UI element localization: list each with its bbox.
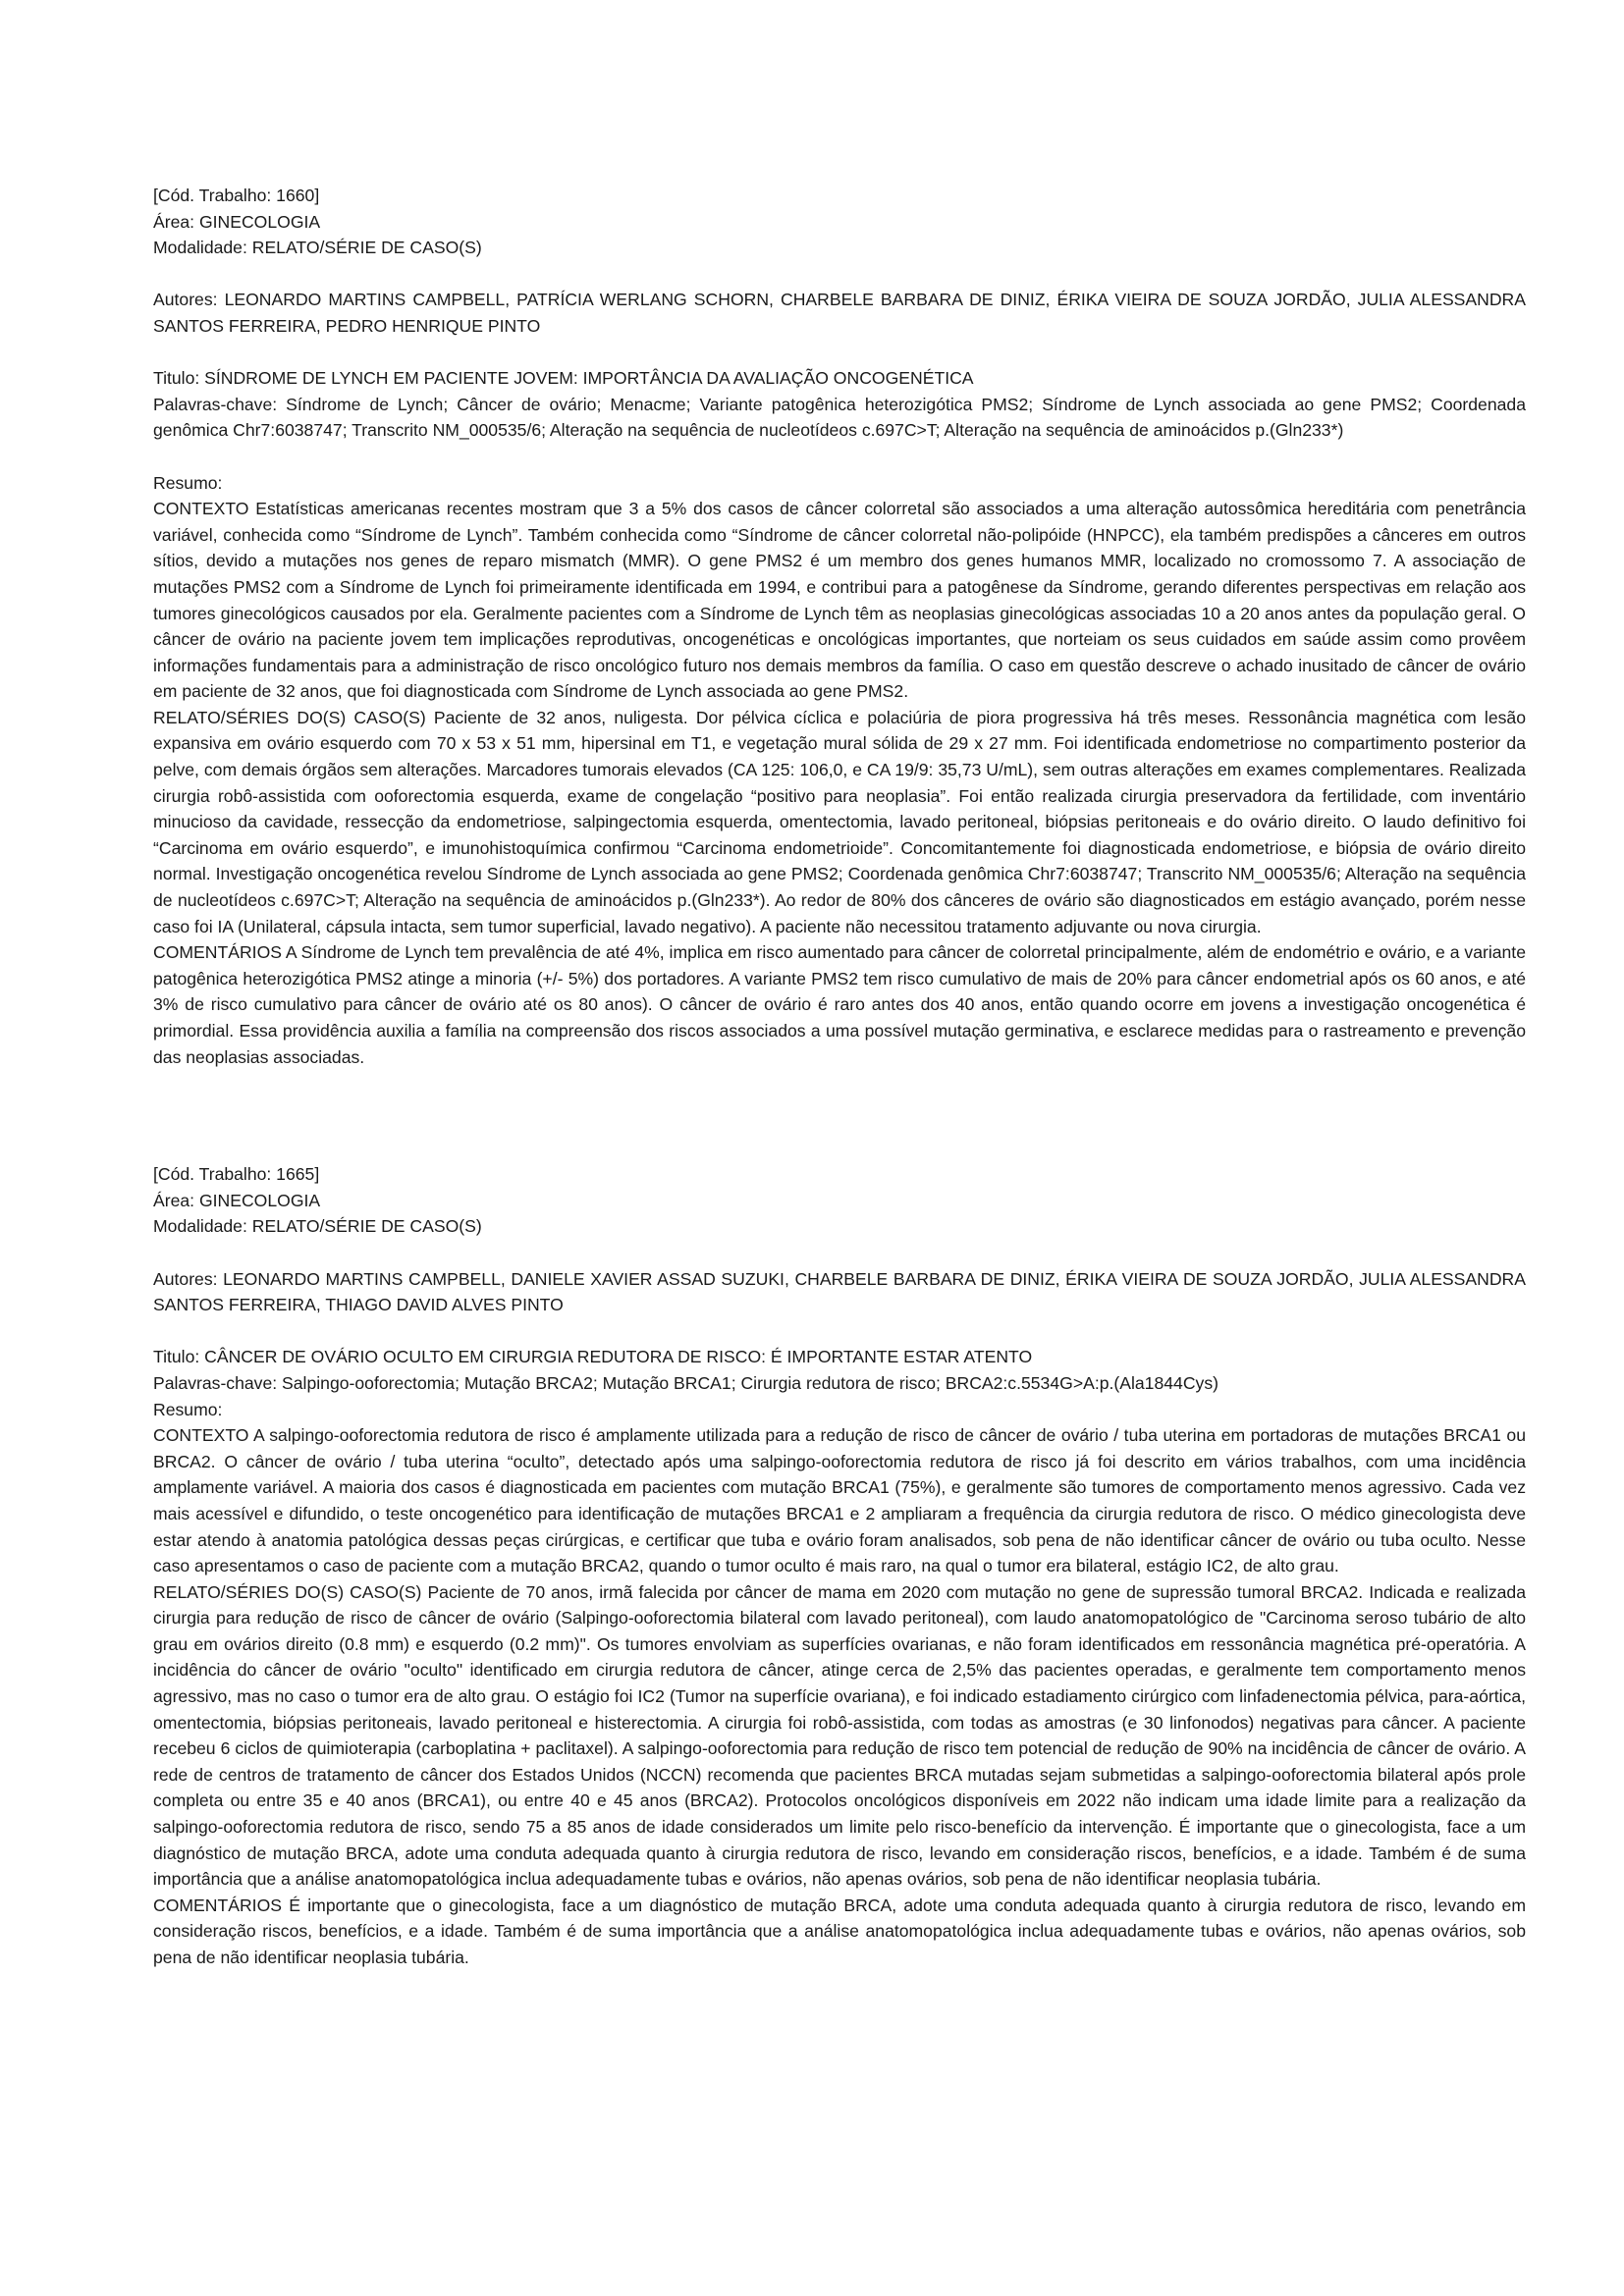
work-code: [Cód. Trabalho: 1665] bbox=[153, 1164, 320, 1185]
abstract-comments: COMENTÁRIOS É importante que o ginecologista, face a um diagnóstico de mutação BRCA, adote uma conduta adequada quanto à cirurgia redutora de risco, levando em consideração riscos, benefícios, e a idade. Também é de suma importância que a análise anatomopatológica inclua adequadamente tubas e ovários, não apenas ovários, sob pena de não identificar neoplasia tubária. bbox=[153, 1895, 1526, 1967]
abstract-context: CONTEXTO A salpingo-ooforectomia redutora de risco é amplamente utilizada para a redução de risco de câncer de ovário / tuba uterina em portadoras de mutações BRCA1 ou BRCA2. O câncer de ovário / tuba uterina “oculto”, detectado após uma salpingo-ooforectomia redutora de risco já foi descrito em vários trabalhos, com uma incidência amplamente variável. A maioria dos casos é diagnosticada em pacientes com mutação BRCA1 (75%), e geralmente são tumores de comportamento menos agressivo. Cada vez mais acessível e difundido, o teste oncogenético para identificação de mutações BRCA1 e 2 ampliaram a frequência da cirurgia redutora de risco. O médico ginecologista deve estar atendo à anatomia patológica dessas peças cirúrgicas, e certificar que tuba e ovário foram analisados, sob pena de não identificar câncer de ovário ou tuba oculto. Nesse caso apresentamos o caso de paciente com a mutação BRCA2, quando o tumor oculto é mais raro, na qual o tumor era bilateral, estágio IC2, de alto grau. bbox=[153, 1425, 1526, 1576]
work-entry-1660 bbox=[153, 183, 1526, 1070]
work-code: [Cód. Trabalho: 1660] bbox=[153, 186, 320, 205]
abstract-label: Resumo: bbox=[153, 1399, 223, 1419]
work-modality: Modalidade: RELATO/SÉRIE DE CASO(S) bbox=[153, 1216, 482, 1237]
work-authors: Autores: LEONARDO MARTINS CAMPBELL, DANIELE XAVIER ASSAD SUZUKI, CHARBELE BARBARA DE DINIZ, ÉRIKA VIEIRA DE SOUZA JORDÃO, JULIA ALESSANDRA SANTOS FERREIRA, THIAGO DAVID ALVES PINTO bbox=[153, 1268, 1526, 1315]
work-entry-1665 bbox=[153, 1161, 1526, 1970]
abstract-case-report: RELATO/SÉRIES DO(S) CASO(S) Paciente de 32 anos, nuligesta. Dor pélvica cíclica e polaciúria de piora progressiva há três meses. Ressonância magnética com lesão expansiva em ovário esquerdo com 70 x 53 x 51 mm, hipersinal em T1, e vegetação mural sólida de 29 x 27 mm. Foi identificada endometriose no compartimento posterior da pelve, com demais órgãos sem alterações. Marcadores tumorais elevados (CA 125: 106,0, e CA 19/9: 35,73 U/mL), sem outras alterações em exames complementares. Realizada cirurgia robô-assistida com ooforectomia esquerda, exame de congelação “positivo para neoplasia”. Foi então realizada cirurgia preservadora da fertilidade, com inventário minucioso da cavidade, ressecção da endometriose, salpingectomia esquerda, omentectomia, lavado peritoneal, biópsias peritoneais e do ovário direito. O laudo definitivo foi “Carcinoma em ovário esquerdo”, e imunohistoquímica confirmou “Carcinoma endometrioide”. Concomitantemente foi diagnosticada endometriose, e biópsia de ovário direito normal. Investigação oncogenética revelou Síndrome de Lynch associada ao gene PMS2; Coordenada genômica Chr7:6038747; Transcrito NM_000535/6; Alteração na sequência de nucleotídeos c.697C>T; Alteração na sequência de aminoácidos p.(Gln233*). Ao redor de 80% dos cânceres de ovário são diagnosticados em estágio avançado, porém nesse caso foi IA (Unilateral, cápsula intacta, sem tumor superficial, lavado negativo). A paciente não necessitou tratamento adjuvante ou nova cirurgia. bbox=[153, 707, 1526, 936]
spacer bbox=[153, 340, 1526, 366]
work-title: Titulo: CÂNCER DE OVÁRIO OCULTO EM CIRURGIA REDUTORA DE RISCO: É IMPORTANTE ESTAR ATENTO bbox=[153, 1347, 1033, 1367]
work-modality: Modalidade: RELATO/SÉRIE DE CASO(S) bbox=[153, 238, 482, 258]
spacer bbox=[153, 444, 1526, 470]
work-area: Área: GINECOLOGIA bbox=[153, 1190, 321, 1210]
abstract-label: Resumo: bbox=[153, 472, 223, 493]
work-keywords: Palavras-chave: Salpingo-ooforectomia; Mutação BRCA2; Mutação BRCA1; Cirurgia redutora de risco; BRCA2:c.5534G>A:p.(Ala1844Cys) bbox=[153, 1372, 1218, 1393]
spacer bbox=[153, 1318, 1526, 1345]
spacer bbox=[153, 1240, 1526, 1266]
work-title: Titulo: SÍNDROME DE LYNCH EM PACIENTE JOVEM: IMPORTÂNCIA DA AVALIAÇÃO ONCOGENÉTICA bbox=[153, 368, 974, 389]
work-area: Área: GINECOLOGIA bbox=[153, 211, 321, 232]
work-authors: Autores: LEONARDO MARTINS CAMPBELL, PATRÍCIA WERLANG SCHORN, CHARBELE BARBARA DE DINIZ, ÉRIKA VIEIRA DE SOUZA JORDÃO, JULIA ALESSANDRA SANTOS FERREIRA, PEDRO HENRIQUE PINTO bbox=[153, 290, 1526, 336]
abstract-case-report: RELATO/SÉRIES DO(S) CASO(S) Paciente de 70 anos, irmã falecida por câncer de mama em 2020 com mutação no gene de supressão tumoral BRCA2. Indicada e realizada cirurgia para redução de risco de câncer de ovário (Salpingo-ooforectomia bilateral com lavado peritoneal), com laudo anatomopatológico de "Carcinoma seroso tubário de alto grau em ovários direito (0.8 mm) e esquerdo (0.2 mm)". Os tumores envolviam as superfícies ovarianas, e não foram identificados em ressonância magnética pré-operatória. A incidência do câncer de ovário "oculto" identificado em cirurgia redutora de câncer, atinge cerca de 2,5% das pacientes operadas, e geralmente tem comportamento menos agressivo, mas no caso o tumor era de alto grau. O estágio foi IC2 (Tumor na superfície ovariana), e foi indicado estadiamento cirúrgico com linfadenectomia pélvica, para-aórtica, omentectomia, biópsias peritoneais, lavado peritoneal e histerectomia. A cirurgia foi robô-assistida, com todas as amostras (e 30 linfonodos) negativas para câncer. A paciente recebeu 6 ciclos de quimioterapia (carboplatina + paclitaxel). A salpingo-ooforectomia para redução de risco tem potencial de redução de 90% na incidência de câncer de ovário. A rede de centros de tratamento de câncer dos Estados Unidos (NCCN) recomenda que pacientes BRCA mutadas sejam submetidas a salpingo-ooforectomia bilateral após prole completa ou entre 35 e 40 anos (BRCA1), ou entre 40 e 45 anos (BRCA2). Protocolos oncológicos disponíveis em 2022 não indicam uma idade limite para a realização da salpingo-ooforectomia redutora de risco, sendo 75 a 85 anos de idade considerados um limite pelo risco-benefício da intervenção. É importante que o ginecologista, face a um diagnóstico de mutação BRCA, adote uma conduta adequada quanto à cirurgia redutora de risco, levando em consideração riscos, benefícios, e a idade. Também é de suma importância que a análise anatomopatológica inclua adequadamente tubas e ovários, não apenas ovários, sob pena de não identificar neoplasia tubária. bbox=[153, 1581, 1526, 1890]
abstract-comments: COMENTÁRIOS A Síndrome de Lynch tem prevalência de até 4%, implica em risco aumentado para câncer de colorretal principalmente, além de endométrio e ovário, e a variante patogênica heterozigótica PMS2 atinge a minoria (+/- 5%) dos portadores. A variante PMS2 tem risco cumulativo de mais de 20% para câncer endometrial após os 60 anos, e até 3% de risco cumulativo para câncer de ovário até os 80 anos). O câncer de ovário é raro antes dos 40 anos, então quando ocorre em jovens a investigação oncogenética é primordial. Essa providência auxilia a família na compreensão dos riscos associados a uma possível mutação germinativa, e esclarece medidas para o rastreamento e prevenção das neoplasias associadas. bbox=[153, 942, 1526, 1067]
spacer bbox=[153, 261, 1526, 288]
abstract-context: CONTEXTO Estatísticas americanas recentes mostram que 3 a 5% dos casos de câncer colorretal são associados a uma alteração autossômica hereditária com penetrância variável, conhecida como “Síndrome de Lynch”. Também conhecida como “Síndrome de câncer colorretal não-polipóide (HNPCC), ela também predispões a cânceres em outros sítios, devido a mutações nos genes de reparo mismatch (MMR). O gene PMS2 é um membro dos genes humanos MMR, localizado no cromossomo 7. A associação de mutações PMS2 com a Síndrome de Lynch foi primeiramente identificada em 1994, e contribui para a patogênese da Síndrome, gerando diferentes perspectivas em relação aos tumores ginecológicos causados por ela. Geralmente pacientes com a Síndrome de Lynch têm as neoplasias ginecológicas associadas 10 a 20 anos antes da população geral. O câncer de ovário na paciente jovem tem implicações reprodutivas, oncogenéticas e oncológicas importantes, que norteiam os seus cuidados em saúde assim como provêem informações fundamentais para a administração de risco oncológico futuro nos demais membros da família. O caso em questão descreve o achado inusitado de câncer de ovário em paciente de 32 anos, que foi diagnosticada com Síndrome de Lynch associada ao gene PMS2. bbox=[153, 499, 1526, 702]
work-keywords: Palavras-chave: Síndrome de Lynch; Câncer de ovário; Menacme; Variante patogênica heterozigótica PMS2; Síndrome de Lynch associada ao gene PMS2; Coordenada genômica Chr7:6038747; Transcrito NM_000535/6; Alteração na sequência de nucleotídeos c.697C>T; Alteração na sequência de aminoácidos p.(Gln233*) bbox=[153, 394, 1526, 441]
